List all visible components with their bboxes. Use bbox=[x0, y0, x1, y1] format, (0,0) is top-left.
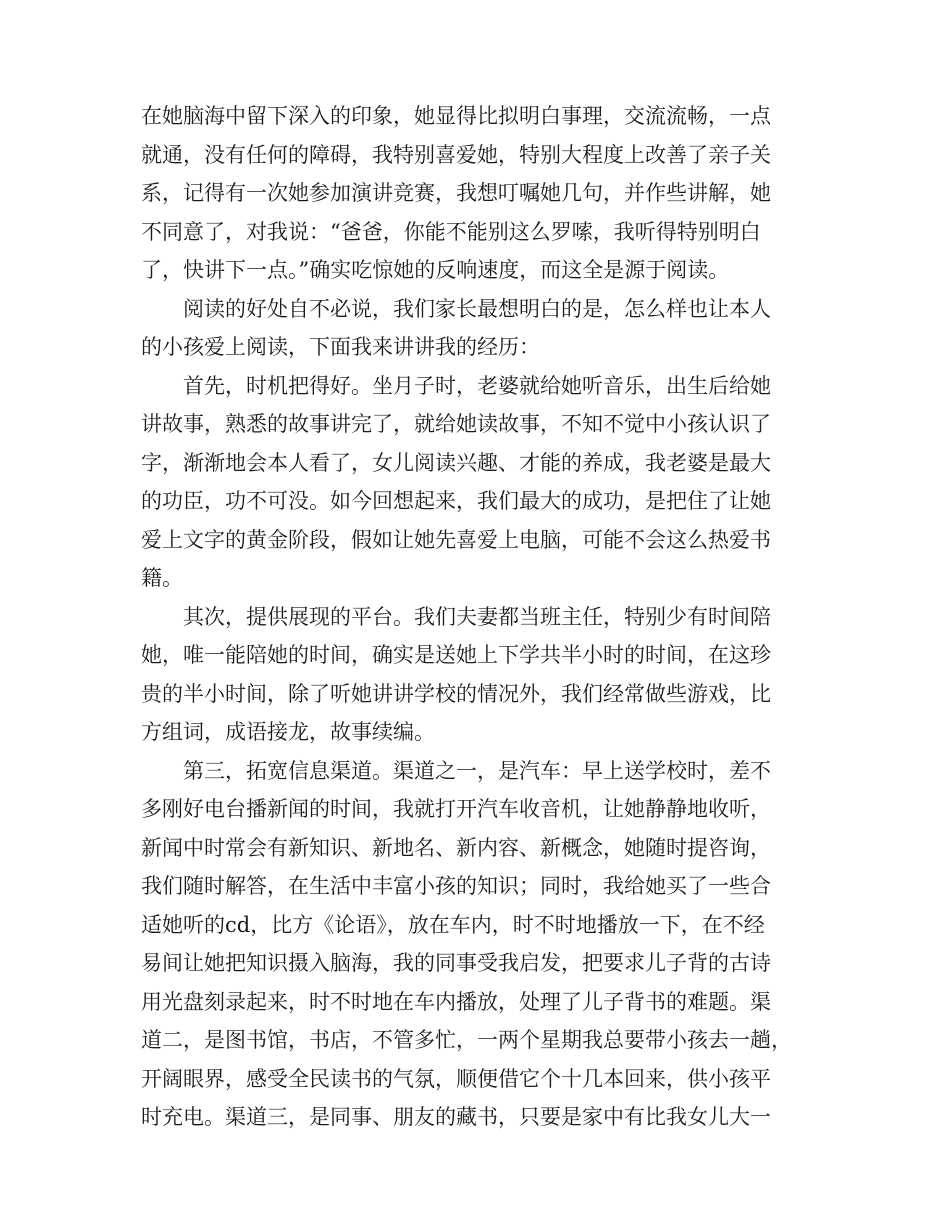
paragraph-start-line: 首先，时机把得好。坐月子时，老婆就给她听音乐，出生后给她 bbox=[183, 373, 771, 398]
text-line: 的小孩爱上阅读，下面我来讲讲我的经历： bbox=[141, 335, 540, 359]
text-line: 开阔眼界，感受全民读书的气氛，顺便借它个十几本回来，供小孩平 bbox=[141, 1066, 771, 1091]
text-line: 就通，没有任何的障碍，我特别喜爱她，特别大程度上改善了亲子关 bbox=[141, 142, 771, 167]
document-body bbox=[141, 97, 813, 1137]
text-line: 时充电。渠道三，是同事、朋友的藏书，只要是家中有比我女儿大一 bbox=[141, 1105, 771, 1129]
text-line: 适她听的cd，比方《论语》，放在车内，时不时地播放一下，在不经 bbox=[141, 912, 765, 937]
paragraph-start-line: 第三，拓宽信息渠道。渠道之一，是汽车：早上送学校时，差不 bbox=[183, 758, 771, 783]
text-line: 了，快讲下一点。”确实吃惊她的反响速度，而这全是源于阅读。 bbox=[141, 258, 730, 282]
text-line: 我们随时解答，在生活中丰富小孩的知识；同时，我给她买了一些合 bbox=[141, 874, 771, 898]
text-line: 新闻中时常会有新知识、新地名、新内容、新概念，她随时提咨询， bbox=[141, 835, 771, 860]
paragraph-start-line: 阅读的好处自不必说，我们家长最想明白的是，怎么样也让本人 bbox=[183, 296, 771, 321]
text-line: 的功臣，功不可没。如今回想起来，我们最大的成功，是把住了让她 bbox=[141, 489, 771, 513]
text-line: 籍。 bbox=[141, 566, 183, 590]
text-line: 爱上文字的黄金阶段，假如让她先喜爱上电脑，可能不会这么热爱书 bbox=[141, 527, 771, 552]
text-line: 贵的半小时间，除了听她讲讲学校的情况外，我们经常做些游戏，比 bbox=[141, 681, 771, 706]
text-line: 系，记得有一次她参加演讲竞赛，我想叮嘱她几句，并作些讲解，她 bbox=[141, 181, 771, 205]
text-line: 不同意了，对我说：“爸爸，你能不能别这么罗嗦，我听得特别明白 bbox=[141, 219, 761, 244]
text-line: 用光盘刻录起来，时不时地在车内播放，处理了儿子背书的难题。渠 bbox=[141, 989, 771, 1014]
text-line: 方组词，成语接龙，故事续编。 bbox=[141, 720, 435, 744]
text-line: 讲故事，熟悉的故事讲完了，就给她读故事，不知不觉中小孩认识了 bbox=[141, 412, 771, 436]
text-line: 她，唯一能陪她的时间，确实是送她上下学共半小时的时间，在这珍 bbox=[141, 643, 771, 667]
text-line: 多刚好电台播新闻的时间，我就打开汽车收音机，让她静静地收听， bbox=[141, 797, 771, 821]
text-line: 字，渐渐地会本人看了，女儿阅读兴趣、才能的养成，我老婆是最大 bbox=[141, 450, 771, 475]
paragraph-start-line: 其次，提供展现的平台。我们夫妻都当班主任，特别少有时间陪 bbox=[183, 604, 771, 629]
text-line: 道二，是图书馆，书店，不管多忙，一两个星期我总要带小孩去一趟， bbox=[141, 1028, 792, 1052]
text-line: 在她脑海中留下深入的印象，她显得比拟明白事理，交流流畅，一点 bbox=[141, 104, 771, 128]
text-line: 易间让她把知识摄入脑海，我的同事受我启发，把要求儿子背的古诗 bbox=[141, 951, 771, 975]
